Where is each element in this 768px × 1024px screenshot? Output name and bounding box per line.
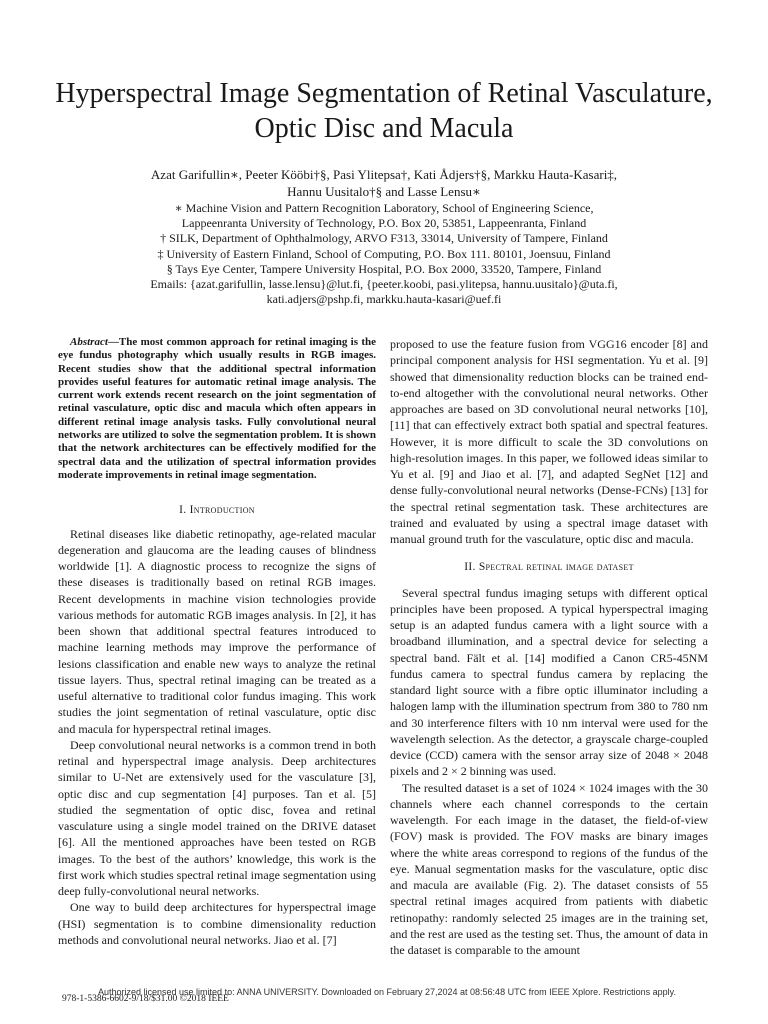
body-paragraph: The resulted dataset is a set of 1024 × 1024 images with the 30 channels where each channel corresponds to the certain wavelength. For each image in the dataset, the field-of-view (FOV) mask is provided. The FOV masks are binary images where the white areas correspond to regions of the fundus of the eye. Manual segmentation masks for the vasculature, optic disc and macula are available (Fig. 2). The dataset consists of 55 spectral retinal images acquired from patients with diabetic retinopathy: randomly selected 25 images are in the training set, and the rest are used as the testing set. Thus, the amount of data in the dataset is comparable to the amount: [390, 780, 708, 957]
body-paragraph: Several spectral fundus imaging setups with different optical principles have been proposed. A typical hyperspectral imaging setup is an adapted fundus camera with a light source with a broadband illumination, and a spectral device for selecting a spectral band. Fält et al. [14] modified a Canon CR5-45NM fundus camera to spectral fundus camera by replacing the standard light source with a fibre optic illuminator including a halogen lamp with the illumination spectrum from 380 to 780 nm and 30 interference filters with 10 nm interval were used for the wavelength selection. As the detector, a grayscale charge-coupled device (CCD) camera with the sensor array size of 2048 × 2048 pixels and 2 × 2 binning was used.: [390, 585, 708, 779]
paper-title: Hyperspectral Image Segmentation of Retinal Vasculature, Optic Disc and Macula: [55, 78, 713, 144]
abstract-label: Abstract: [70, 336, 108, 348]
right-column: [390, 336, 708, 958]
emails-line: Emails: {azat.garifullin, lasse.lensu}@lut.fi, {peeter.koobi, pasi.ylitepsa, hannu.uusitalo}@uta.fi,: [150, 277, 618, 292]
license-notice: Authorized licensed use limited to: ANNA UNIVERSITY. Downloaded on February 27,2024 at 08:56:48 UTC from IEEE Xplore. Restrictions apply.: [98, 987, 676, 997]
body-paragraph: One way to build deep architectures for hyperspectral image (HSI) segmentation is to combine dimensionality reduction methods and convolutional neural networks. Jiao et al. [7]: [58, 900, 376, 947]
authors-line-1: Azat Garifullin∗, Peeter Kööbi†§, Pasi Ylitepsa†, Kati Ådjers†§, Markku Hauta-Kasari‡,: [150, 167, 618, 182]
affiliation-line: Lappeenranta University of Technology, P.O. Box 20, 53851, Lappeenranta, Finland: [181, 216, 587, 231]
section-heading-dataset: II. Spectral retinal image dataset: [464, 561, 634, 574]
affiliation-line: ‡ University of Eastern Finland, School of Computing, P.O. Box 111. 80101, Joensuu, Finland: [157, 246, 611, 261]
author-list: [40, 166, 728, 200]
affiliation-line: † SILK, Department of Ophthalmology, ARVO F313, 33014, University of Tampere, Finland: [160, 231, 608, 246]
body-paragraph: Deep convolutional neural networks is a common trend in both retinal and hyperspectral image analysis. Deep architectures similar to U-Net are extensively used for the vasculature [3], optic disc and cup segmentation [4] purposes. Tan et al. [5] studied the segmentation of optic disc, fovea and retinal vasculature using a single model trained on the DRIVE dataset [6]. All the mentioned approaches have been tested on RGB images. To the best of the authors’ knowledge, this work is the first work which studies spectral retinal image segmentation using deep fully-convolutional neural networks.: [58, 737, 376, 899]
section-heading-introduction: I. Introduction: [179, 504, 255, 517]
emails-line: kati.adjers@pshp.fi, markku.hauta-kasari@uef.fi: [266, 292, 502, 307]
copyright-notice: 978-1-5386-6602-9/18/$31.00 ©2018 IEEE: [62, 994, 229, 1004]
affiliation-line: ∗ Machine Vision and Pattern Recognition Laboratory, School of Engineering Science,: [174, 201, 594, 215]
affiliation-line: § Tays Eye Center, Tampere University Hospital, P.O. Box 2000, 33520, Tampere, Finland: [166, 261, 602, 276]
body-paragraph: Retinal diseases like diabetic retinopathy, age-related macular degeneration and glaucoma are the leading causes of blindness worldwide [1]. A diagnostic process to recognize the signs of these diseases is traditionally based on retinal RGB images. Recent developments in machine vision technologies provide various methods for automatic RGB images analysis. In [2], it has been shown that additional spectral features introduced to machine learning methods may improve the performance of lesions classification and enable new ways to analyze the retinal tissue layers. Thus, spectral retinal imaging can be treated as a useful alternative to traditional color fundus imaging. This work studies the joint segmentation of retinal vasculature, optic disc and macula for hyperspectral retinal images.: [58, 526, 376, 736]
abstract-text: —The most common approach for retinal imaging is the eye fundus photography which usually results in RGB images. Recent studies show that the additional spectral information provides useful features for automatic retinal image analysis. The current work extends recent research on the joint segmentation of retinal vasculature, optic disc and macula which often appears in different retinal image analysis tasks. Fully convolutional neural networks are utilized to solve the segmentation problem. It is shown that the network architectures can be effectively modified for the spectral data and the utilization of spectral information provides moderate improvements in retinal image segmentation.: [58, 336, 376, 481]
affiliations: [40, 201, 728, 307]
abstract: [58, 336, 376, 482]
left-column: [58, 336, 376, 948]
authors-line-2: Hannu Uusitalo†§ and Lasse Lensu∗: [287, 184, 481, 199]
body-paragraph: proposed to use the feature fusion from VGG16 encoder [8] and principal component analysis for HSI segmentation. Yu et al. [9] showed that dimensionality reduction blocks can be trained end-to-end altogether with the convolutional neural networks. Other approaches are based on 3D convolutional neural networks [10], [11] that can effectively extract both spatial and spectral features. However, it is more difficult to scale the 3D convolutions on high-resolution images. In this paper, we followed ideas similar to Yu et al. [9] and Jiao et al. [7], and adapted SegNet [12] and dense fully-convolutional neural networks (Dense-FCNs) [13] for the spectral retinal segmentation task. These architectures are trained and evaluated by using a spectral image dataset with manual ground truth for the vasculature, optic disc and macula.: [390, 337, 708, 546]
